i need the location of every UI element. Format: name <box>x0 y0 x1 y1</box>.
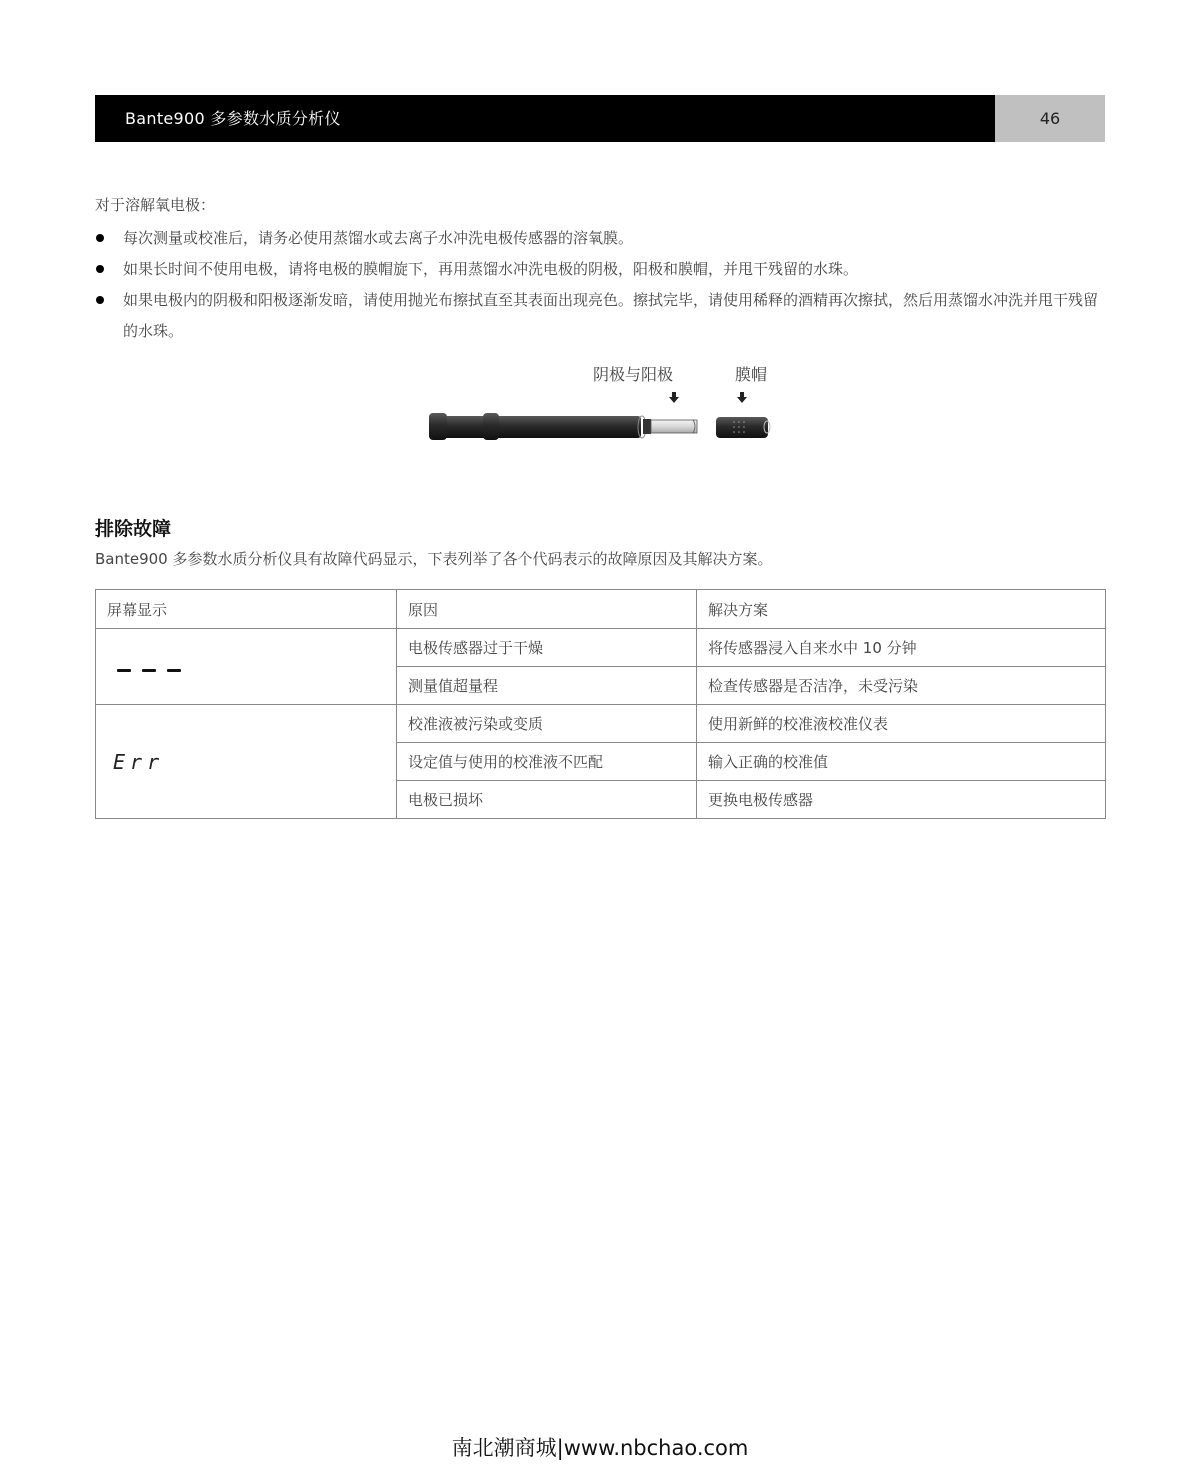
maintenance-bullet-list <box>95 223 1107 347</box>
bullet-item: 每次测量或校准后，请务必使用蒸馏水或去离子水冲洗电极传感器的溶氧膜。 <box>95 223 1107 254</box>
display-code-err <box>96 705 397 819</box>
column-header-solution: 解决方案 <box>697 590 1106 629</box>
cause-cell: 测量值超量程 <box>397 667 697 705</box>
display-code-dashes <box>96 629 397 705</box>
bullet-icon <box>96 265 104 273</box>
lcd-err-text: Err <box>113 749 165 774</box>
solution-cell: 将传感器浸入自来水中 10 分钟 <box>697 629 1106 667</box>
cause-cell: 电极传感器过于干燥 <box>397 629 697 667</box>
bullet-item: 如果电极内的阴极和阳极逐渐发暗，请使用抛光布擦拭直至其表面出现亮色。擦拭完毕，请使用稀释的酒精再次擦拭，然后用蒸馏水冲洗并甩干残留的水珠。 <box>95 285 1107 347</box>
cause-cell: 校准液被污染或变质 <box>397 705 697 743</box>
solution-cell: 输入正确的校准值 <box>697 743 1106 781</box>
page-number: 46 <box>995 95 1105 142</box>
section-title-troubleshooting: 排除故障 <box>95 518 172 540</box>
troubleshooting-description: Bante900 多参数水质分析仪具有故障代码显示，下表列举了各个代码表示的故障原因及其解决方案。 <box>95 550 773 568</box>
header-title: Bante900 多参数水质分析仪 <box>95 95 995 142</box>
table-row <box>96 705 1106 743</box>
solution-cell: 更换电极传感器 <box>697 781 1106 819</box>
bullet-icon <box>96 234 104 242</box>
electrode-diagram <box>425 358 785 448</box>
solution-cell: 检查传感器是否洁净，未受污染 <box>697 667 1106 705</box>
cause-cell: 设定值与使用的校准液不匹配 <box>397 743 697 781</box>
lcd-dashes-icon <box>117 669 181 672</box>
page-header <box>95 95 1105 142</box>
electrode-label: 阴极与阳极 <box>593 365 674 384</box>
column-header-display: 屏幕显示 <box>96 590 397 629</box>
footer-watermark: 南北潮商城|www.nbchao.com <box>451 1436 749 1460</box>
table-header-row <box>96 590 1106 629</box>
solution-cell: 使用新鲜的校准液校准仪表 <box>697 705 1106 743</box>
table-row <box>96 629 1106 667</box>
fault-code-table <box>95 589 1106 819</box>
bullet-icon <box>96 296 104 304</box>
membrane-cap-label: 膜帽 <box>735 365 768 384</box>
do-electrode-intro: 对于溶解氧电极： <box>95 196 216 214</box>
column-header-cause: 原因 <box>397 590 697 629</box>
electrode-probe-icon <box>425 358 785 448</box>
cause-cell: 电极已损坏 <box>397 781 697 819</box>
bullet-item: 如果长时间不使用电极，请将电极的膜帽旋下，再用蒸馏水冲洗电极的阴极，阳极和膜帽，并甩干残留的水珠。 <box>95 254 1107 285</box>
